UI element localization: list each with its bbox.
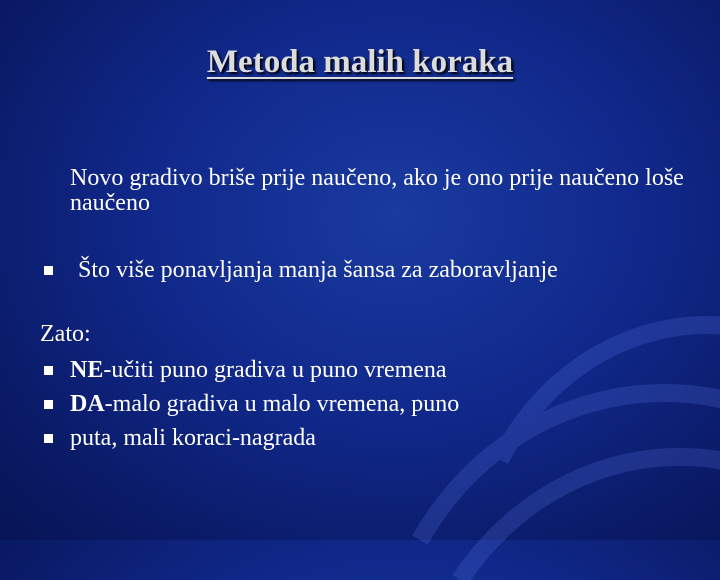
- list-item-text: puta, mali koraci-nagrada: [70, 425, 316, 451]
- list-item: [70, 392, 459, 417]
- list-item-text: -učiti puno gradiva u puno vremena: [103, 357, 447, 383]
- list-item-keyword: DA: [70, 391, 105, 417]
- list-item: [70, 358, 447, 383]
- slide-title: Metoda malih koraka: [206, 44, 514, 80]
- intro-paragraph: Novo gradivo briše prije naučeno, ako je ono prije naučeno loše naučeno: [70, 165, 684, 216]
- bullet-text-repetition: Što više ponavljanja manja šansa za zaboravljanje: [78, 257, 558, 283]
- list-item-text: -malo gradiva u malo vremena, puno: [104, 391, 460, 417]
- bullet-square-icon: [44, 366, 53, 375]
- zato-label: Zato:: [40, 321, 91, 347]
- bullet-square-icon: [44, 400, 53, 409]
- bullet-square-icon: [44, 266, 53, 275]
- list-item: [70, 426, 316, 451]
- list-item-keyword: NE: [70, 357, 104, 383]
- bullet-square-icon: [44, 434, 53, 443]
